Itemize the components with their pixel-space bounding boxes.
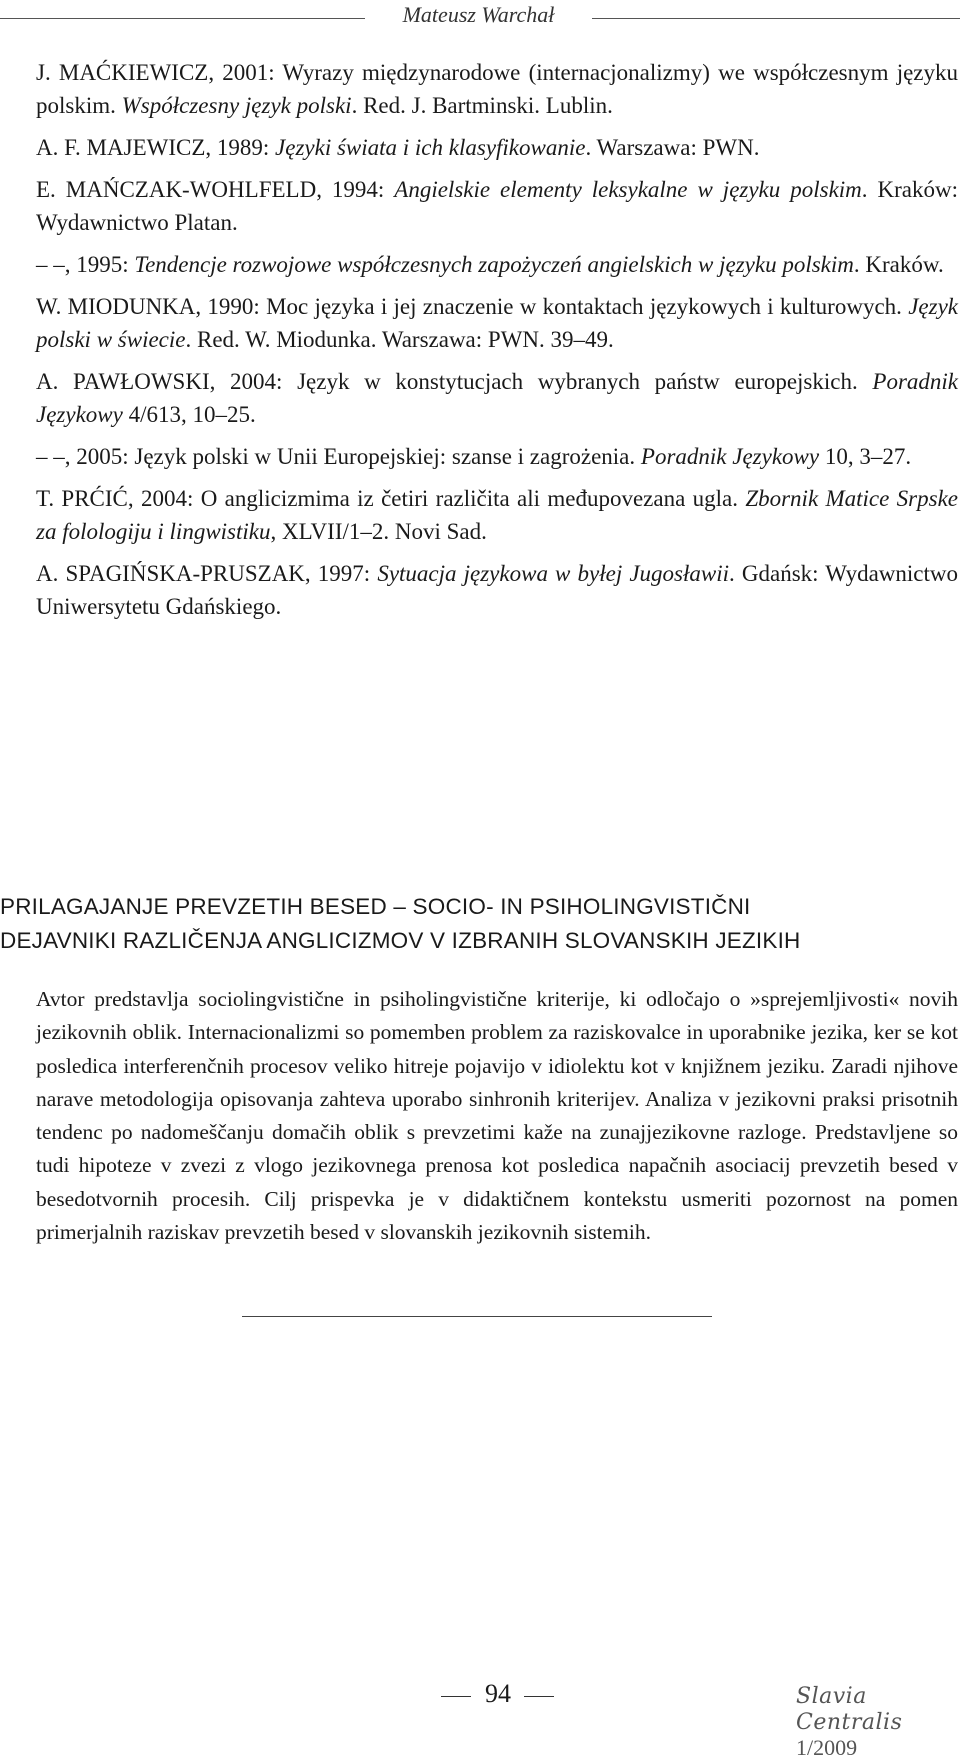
header-rule-right: [592, 18, 960, 19]
summary-title-line: DEJAVNIKI RAZLIČENJA ANGLICIZMOV V IZBRANIH SLOVANSKIH JEZIKIH: [0, 928, 801, 953]
journal-name: Slavia Centralis: [796, 1684, 903, 1735]
reference-text: , XLVII/1–2. Novi Sad.: [270, 519, 487, 544]
reference-text: . Kraków: Wydawnictwo Platan.: [36, 177, 958, 235]
end-rule: [242, 1316, 712, 1317]
reference-title: Poradnik Językowy: [640, 444, 820, 469]
summary-title-line: PRILAGAJANJE PREVZETIH BESED – SOCIO- IN PSIHOLINGVISTIČNI: [0, 894, 751, 919]
reference-text: – –, 1995:: [36, 252, 135, 277]
reference-title: Współczesny język polski: [121, 93, 352, 118]
reference-title: Język polski w świecie: [36, 294, 958, 352]
journal-mark: [796, 1683, 960, 1761]
reference-title: Języki świata i ich klasyfikowanie: [275, 135, 586, 160]
reference-text: 10, 3–27.: [819, 444, 912, 469]
reference-list: [36, 56, 958, 632]
reference-text: W. MIODUNKA, 1990: Moc języka i jej znaczenie w kontaktach językowych i kulturowych.: [36, 294, 909, 319]
reference-item: [36, 482, 958, 548]
reference-text: . Kraków.: [853, 252, 944, 277]
journal-issue: 1/2009: [796, 1735, 858, 1760]
reference-text: . Gdańsk: Wydawnictwo Uniwersytetu Gdańskiego.: [36, 561, 958, 619]
reference-title: Sytuacja językowa w byłej Jugosławii: [377, 561, 730, 586]
summary-title: [0, 890, 960, 958]
reference-title: Tendencje rozwojowe współczesnych zapożyczeń angielskich w języku polskim: [134, 252, 854, 277]
reference-item: [36, 173, 958, 239]
header-author: Mateusz Warchał: [402, 2, 555, 27]
reference-item: [36, 557, 958, 623]
reference-item: [36, 248, 958, 281]
reference-title: Angielskie elementy leksykalne w języku polskim: [394, 177, 862, 202]
reference-text: . Red. W. Miodunka. Warszawa: PWN. 39–49.: [185, 327, 614, 352]
reference-text: A. F. MAJEWICZ, 1989:: [36, 135, 276, 160]
reference-item: [36, 56, 958, 122]
footer-dash-left: [441, 1696, 471, 1697]
reference-item: [36, 365, 958, 431]
footer-dash-right: [524, 1696, 554, 1697]
reference-text: – –, 2005: Język polski w Unii Europejskiej: szanse i zagrożenia.: [36, 444, 641, 469]
header-rule-left: [0, 18, 365, 19]
reference-text: . Red. J. Bartminski. Lublin.: [351, 93, 613, 118]
reference-item: [36, 290, 958, 356]
page-number: 94: [485, 1679, 511, 1708]
reference-item: [36, 131, 958, 164]
summary-paragraph: Avtor predstavlja sociolingvistične in psiholingvistične kriterije, ki odločajo o »sprejemljivosti« novih jezikovnih oblik. Internacionalizmi so pomemben problem za raziskovalce in uporabnike jezika, ker se kot posledica interferenčnih procesov veliko hitreje pojavijo v idiolektu kot v knjižnem jeziku. Zaradi njihove narave metodologija opisovanja zahteva uporabo sinhronih kriterijev. Analiza v jezikovni praksi prisotnih tendenc po nadomeščanju domačih oblik s prevzetimi kaže na zunajjezikovne razloge. Predstavljene so tudi hipoteze v zvezi z vlogo jezikovnega prenosa kot posledica napačnih asociacij prevzetih besed v besedotvornih procesih. Cilj prispevka je v didaktičnem kontekstu usmeriti pozornost na pomen primerjalnih raziskav prevzetih besed v slovanskih jezikovnih sistemih.: [36, 987, 958, 1245]
reference-text: 4/613, 10–25.: [122, 402, 256, 427]
page-footer: [0, 1675, 960, 1760]
reference-text: E. MAŃCZAK-WOHLFELD, 1994:: [36, 177, 395, 202]
reference-text: A. SPAGIŃSKA-PRUSZAK, 1997:: [36, 561, 378, 586]
reference-title: Poradnik Językowy: [36, 369, 958, 427]
reference-title: Zbornik Matice Srpske za folologiju i lingwistiku: [36, 486, 958, 544]
reference-text: A. PAWŁOWSKI, 2004: Język w konstytucjach wybranych państw europejskich.: [36, 369, 873, 394]
running-header: [0, 0, 960, 30]
reference-text: J. MAĆKIEWICZ, 2001: Wyrazy międzynarodowe (internacjonalizmy) we współczesnym języku polskim.: [36, 60, 958, 118]
reference-text: T. PRĆIĆ, 2004: O anglicizmima iz četiri različita ali međupovezana ugla.: [36, 486, 746, 511]
reference-text: . Warszawa: PWN.: [585, 135, 760, 160]
reference-item: [36, 440, 958, 473]
